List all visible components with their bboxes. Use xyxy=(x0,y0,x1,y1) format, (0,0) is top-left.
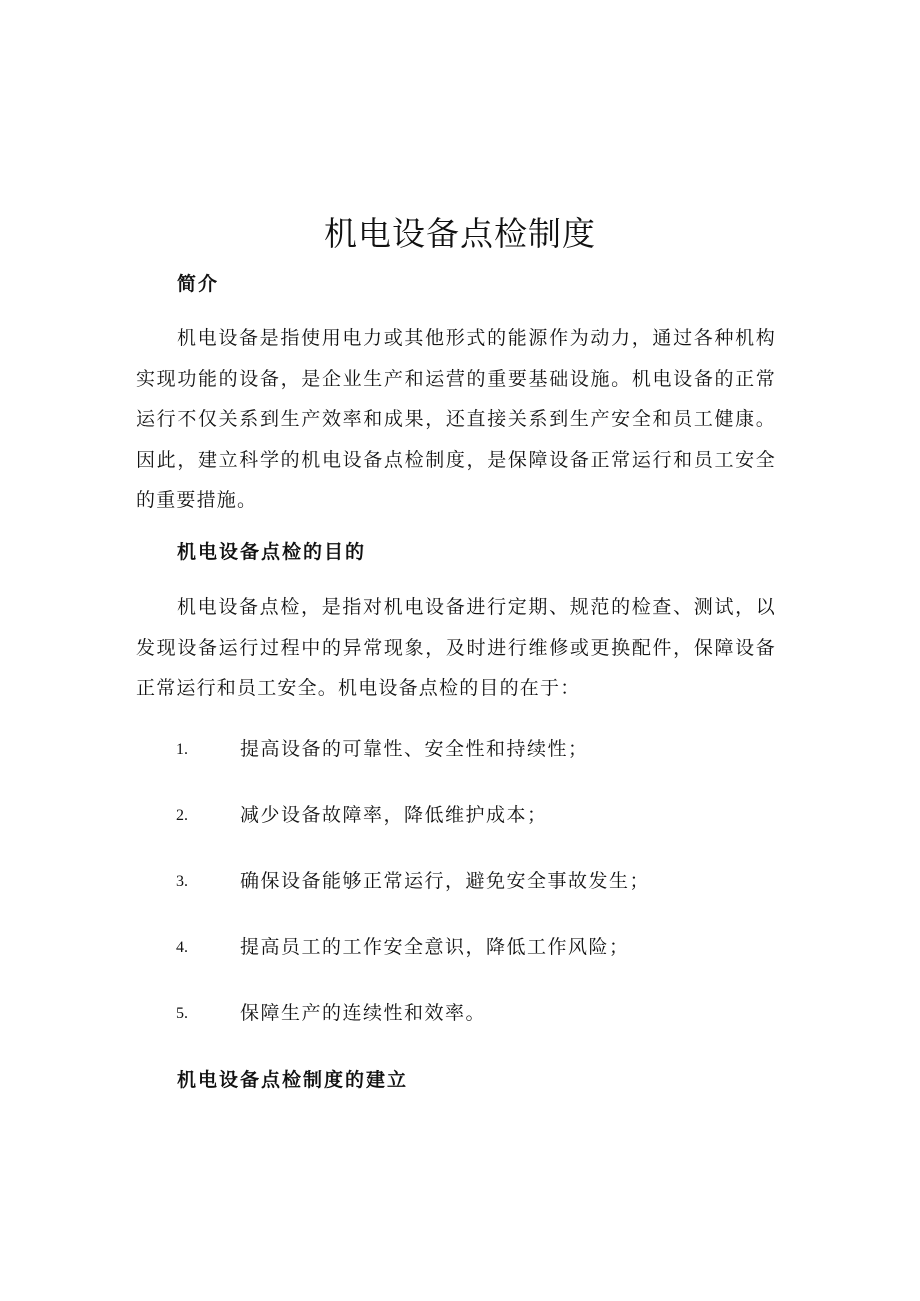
intro-paragraph: 机电设备是指使用电力或其他形式的能源作为动力，通过各种机构实现功能的设备，是企业生产和运营的重要基础设施。机电设备的正常运行不仅关系到生产效率和成果，还直接关系到生产安全和员工健康。因此，建立科学的机电设备点检制度，是保障设备正常运行和员工安全的重要措施。 xyxy=(136,327,776,511)
list-item-number: 1. xyxy=(176,741,188,758)
section-heading-intro: 简介 xyxy=(177,273,220,295)
list-item-number: 5. xyxy=(176,1005,188,1022)
list-item xyxy=(0,801,900,831)
list-item xyxy=(0,867,900,897)
list-item-text: 保障生产的连续性和效率。 xyxy=(240,1002,487,1024)
section-heading-establishment: 机电设备点检制度的建立 xyxy=(177,1069,409,1091)
list-item-text: 提高设备的可靠性、安全性和持续性； xyxy=(240,738,589,760)
list-item-text: 确保设备能够正常运行，避免安全事故发生； xyxy=(240,870,651,892)
list-item-number: 4. xyxy=(176,939,188,956)
document-title: 机电设备点检制度 xyxy=(324,214,596,253)
list-item xyxy=(0,735,900,765)
list-item-text: 提高员工的工作安全意识，降低工作风险； xyxy=(240,936,630,958)
list-item xyxy=(0,999,900,1029)
list-item xyxy=(0,933,900,963)
list-item-number: 2. xyxy=(176,807,188,824)
list-item-text: 减少设备故障率，降低维护成本； xyxy=(240,804,548,826)
section-heading-purpose: 机电设备点检的目的 xyxy=(177,541,367,563)
purpose-paragraph: 机电设备点检，是指对机电设备进行定期、规范的检查、测试，以发现设备运行过程中的异常现象，及时进行维修或更换配件，保障设备正常运行和员工安全。机电设备点检的目的在于： xyxy=(136,596,776,699)
list-item-number: 3. xyxy=(176,873,188,890)
